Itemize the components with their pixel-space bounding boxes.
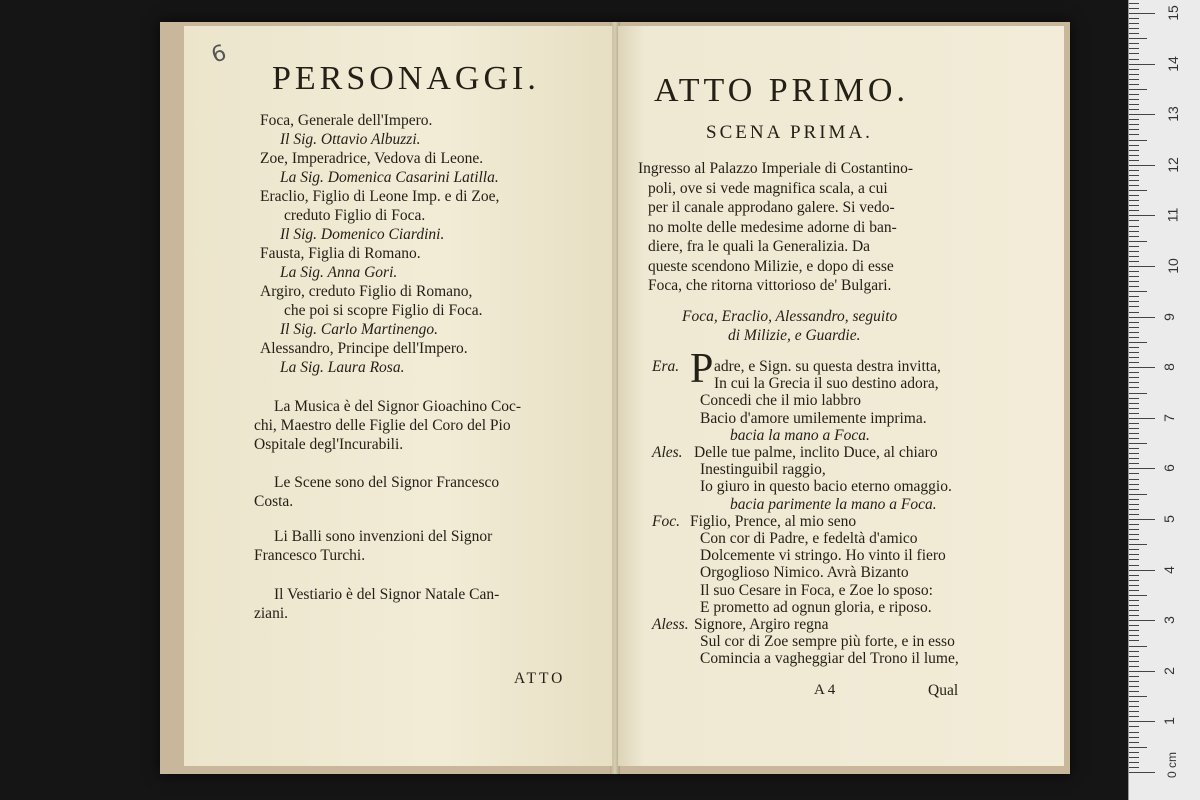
ruler-number: 6 bbox=[1160, 464, 1177, 473]
ruler-tick bbox=[1129, 165, 1155, 166]
ruler-tick bbox=[1129, 342, 1147, 343]
cast-role: creduto Figlio di Foca. bbox=[284, 207, 426, 224]
ruler-tick bbox=[1129, 747, 1147, 748]
ruler-tick bbox=[1129, 585, 1139, 586]
ruler-tick bbox=[1129, 504, 1139, 505]
credit-line: ziani. bbox=[254, 605, 288, 622]
ruler-tick bbox=[1129, 640, 1139, 641]
ruler-tick bbox=[1129, 484, 1139, 485]
cast-role: che poi si scopre Figlio di Foca. bbox=[284, 302, 483, 319]
ruler-tick bbox=[1129, 296, 1139, 297]
ruler-tick bbox=[1129, 716, 1139, 717]
cast-actor: La Sig. Domenica Casarini Latilla. bbox=[280, 169, 499, 186]
ruler-tick bbox=[1129, 377, 1139, 378]
ruler-tick bbox=[1129, 33, 1139, 34]
ruler-tick bbox=[1129, 337, 1139, 338]
cast-role: Fausta, Figlia di Romano. bbox=[260, 245, 421, 262]
ruler-tick bbox=[1129, 281, 1139, 282]
ruler-tick bbox=[1129, 479, 1139, 480]
ruler-tick bbox=[1129, 772, 1155, 773]
ruler-number: 1 bbox=[1160, 717, 1177, 726]
ruler-tick bbox=[1129, 554, 1139, 555]
setting-line: no molte delle medesime adorne di ban- bbox=[648, 218, 897, 236]
ruler-number: 14 bbox=[1164, 55, 1181, 72]
ruler-tick bbox=[1129, 549, 1139, 550]
ruler-tick bbox=[1129, 190, 1147, 191]
ruler-tick bbox=[1129, 43, 1139, 44]
ruler-tick bbox=[1129, 458, 1139, 459]
ruler-tick bbox=[1129, 306, 1139, 307]
ruler-tick bbox=[1129, 48, 1139, 49]
ruler-tick bbox=[1129, 261, 1139, 262]
speaker: Ales. bbox=[652, 444, 683, 461]
ruler-unit: 0 cm bbox=[1165, 751, 1180, 779]
ruler-tick bbox=[1129, 398, 1139, 399]
ruler-tick bbox=[1129, 332, 1139, 333]
credit-line: Ospitale degl'Incurabili. bbox=[254, 436, 404, 453]
ruler-tick bbox=[1129, 357, 1139, 358]
ruler-tick bbox=[1129, 387, 1139, 388]
credit-line: Il Vestiario è del Signor Natale Can- bbox=[274, 586, 500, 603]
stage-direction: bacia la mano a Foca. bbox=[730, 426, 870, 444]
ruler-tick bbox=[1129, 423, 1139, 424]
ruler-tick bbox=[1129, 418, 1155, 419]
ruler-tick bbox=[1129, 453, 1139, 454]
setting-line: diere, fra le quali la Generalizia. Da bbox=[648, 238, 871, 255]
ruler-tick bbox=[1129, 600, 1139, 601]
ruler-tick bbox=[1129, 69, 1139, 70]
credit-line: La Musica è del Signor Gioachino Coc- bbox=[274, 398, 522, 415]
ruler-tick bbox=[1129, 109, 1139, 110]
verse-line: Figlio, Prence, al mio seno bbox=[690, 512, 857, 530]
ruler-tick bbox=[1129, 428, 1139, 429]
verse-line: Bacio d'amore umilemente imprima. bbox=[700, 409, 927, 427]
ruler-tick bbox=[1129, 271, 1139, 272]
ruler-tick bbox=[1129, 651, 1139, 652]
ruler-tick bbox=[1129, 711, 1139, 712]
ruler-tick bbox=[1129, 605, 1139, 606]
ruler-tick bbox=[1129, 79, 1139, 80]
ruler-number: 3 bbox=[1160, 616, 1177, 625]
ruler-tick bbox=[1129, 661, 1139, 662]
ruler-tick bbox=[1129, 276, 1139, 277]
ruler-number: 10 bbox=[1164, 258, 1181, 274]
cast-role: Zoe, Imperadrice, Vedova di Leone. bbox=[260, 150, 484, 167]
ruler-tick bbox=[1129, 226, 1139, 227]
speaker: Era. bbox=[652, 358, 680, 375]
ruler-tick bbox=[1129, 742, 1139, 743]
ruler-tick bbox=[1129, 413, 1139, 414]
ruler-tick bbox=[1129, 13, 1155, 14]
ruler-tick bbox=[1129, 615, 1139, 616]
ruler-tick bbox=[1129, 610, 1139, 611]
credit-line: chi, Maestro delle Figlie del Coro del Pio bbox=[254, 417, 511, 434]
verse-line: Concedi che il mio labbro bbox=[700, 392, 861, 410]
ruler-number: 11 bbox=[1164, 208, 1181, 223]
ruler-number: 13 bbox=[1164, 106, 1181, 122]
ruler-number: 8 bbox=[1160, 363, 1177, 372]
ruler-tick bbox=[1129, 393, 1147, 394]
ruler-tick bbox=[1129, 635, 1139, 636]
ruler-tick bbox=[1129, 590, 1139, 591]
ruler-tick bbox=[1129, 170, 1139, 171]
ruler-tick bbox=[1129, 155, 1139, 156]
ruler-tick bbox=[1129, 721, 1155, 722]
ruler-number: 7 bbox=[1160, 413, 1177, 422]
ruler-tick bbox=[1129, 266, 1155, 267]
ruler-tick bbox=[1129, 291, 1147, 292]
ruler-tick bbox=[1129, 140, 1147, 141]
ruler-tick bbox=[1129, 28, 1139, 29]
setting-line: poli, ove si vede magnifica scala, a cui bbox=[648, 179, 888, 197]
ruler-tick bbox=[1129, 625, 1139, 626]
ruler-tick bbox=[1129, 145, 1139, 146]
ruler-tick bbox=[1129, 236, 1139, 237]
ruler-tick bbox=[1129, 53, 1139, 54]
ruler-tick bbox=[1129, 185, 1139, 186]
ruler-number: 15 bbox=[1164, 5, 1181, 21]
verse-line: Dolcemente vi stringo. Ho vinto il fiero bbox=[700, 547, 946, 565]
cast-role: Argiro, creduto Figlio di Romano, bbox=[260, 283, 473, 300]
ruler-tick bbox=[1129, 220, 1139, 221]
ruler-tick bbox=[1129, 539, 1139, 540]
ruler-tick bbox=[1129, 656, 1139, 657]
ruler-tick bbox=[1129, 575, 1139, 576]
ruler-tick bbox=[1129, 534, 1139, 535]
ruler-tick bbox=[1129, 463, 1139, 464]
ruler-tick bbox=[1129, 362, 1139, 363]
ruler-tick bbox=[1129, 580, 1139, 581]
ruler-tick bbox=[1129, 256, 1139, 257]
cast-actor: Il Sig. Ottavio Albuzzi. bbox=[280, 131, 421, 148]
ruler-tick bbox=[1129, 114, 1155, 115]
pencil-mark: 6 bbox=[208, 40, 230, 69]
ruler-tick bbox=[1129, 23, 1139, 24]
ruler-tick bbox=[1129, 129, 1139, 130]
ruler-tick bbox=[1129, 686, 1139, 687]
ruler-tick bbox=[1129, 403, 1139, 404]
ruler-number: 12 bbox=[1164, 157, 1181, 173]
ruler-tick bbox=[1129, 489, 1139, 490]
ruler-tick bbox=[1129, 433, 1139, 434]
ruler-tick bbox=[1129, 752, 1139, 753]
speaker: Foc. bbox=[652, 512, 680, 530]
ruler-tick bbox=[1129, 59, 1139, 60]
ruler-tick bbox=[1129, 691, 1139, 692]
ruler-tick bbox=[1129, 317, 1155, 318]
left-page bbox=[184, 26, 613, 766]
ruler-tick bbox=[1129, 544, 1147, 545]
ruler-number: 4 bbox=[1160, 565, 1177, 574]
ruler-tick bbox=[1129, 246, 1139, 247]
ruler-tick bbox=[1129, 18, 1139, 19]
ruler-tick bbox=[1129, 8, 1139, 9]
ruler-tick bbox=[1129, 251, 1139, 252]
ruler-tick bbox=[1129, 38, 1147, 39]
ruler-tick bbox=[1129, 519, 1155, 520]
setting-line: Ingresso al Palazzo Imperiale di Costantino- bbox=[638, 160, 914, 177]
verse-line: Inestinguibil raggio, bbox=[700, 461, 826, 479]
ruler-tick bbox=[1129, 175, 1139, 176]
ruler-tick bbox=[1129, 757, 1139, 758]
ruler-tick bbox=[1129, 468, 1155, 469]
credit-line: Le Scene sono del Signor Francesco bbox=[274, 474, 500, 491]
ruler-tick bbox=[1129, 312, 1139, 313]
ruler-tick bbox=[1129, 124, 1139, 125]
signature-mark: A 4 bbox=[814, 682, 836, 698]
ruler-tick bbox=[1129, 327, 1139, 328]
ruler-tick bbox=[1129, 524, 1139, 525]
ruler-tick bbox=[1129, 671, 1155, 672]
ruler-tick bbox=[1129, 382, 1139, 383]
ruler-tick bbox=[1129, 676, 1139, 677]
verse-line: E prometto ad ognun gloria, e riposo. bbox=[700, 598, 932, 616]
ruler-tick bbox=[1129, 570, 1155, 571]
ruler-tick bbox=[1129, 509, 1139, 510]
ruler-tick bbox=[1129, 160, 1139, 161]
ruler-tick bbox=[1129, 200, 1139, 201]
verse-line: Orgoglioso Nimico. Avrà Bizanto bbox=[700, 564, 909, 582]
verse-line: adre, e Sign. su questa destra invitta, bbox=[714, 358, 941, 375]
ruler-tick bbox=[1129, 595, 1147, 596]
scene-title: SCENA PRIMA. bbox=[706, 122, 873, 143]
verse-line: Con cor di Padre, e fedeltà d'amico bbox=[700, 530, 918, 547]
ruler-tick bbox=[1129, 301, 1139, 302]
ruler-tick bbox=[1129, 99, 1139, 100]
ruler-tick bbox=[1129, 666, 1139, 667]
ruler-number: 2 bbox=[1160, 666, 1177, 675]
ruler-number: 5 bbox=[1160, 515, 1177, 523]
credit-line: Li Balli sono invenzioni del Signor bbox=[274, 528, 493, 545]
ruler-tick bbox=[1129, 514, 1139, 515]
ruler-number: 9 bbox=[1160, 312, 1177, 321]
scale-ruler bbox=[1128, 0, 1200, 800]
character-line: Foca, Eraclio, Alessandro, seguito bbox=[682, 308, 898, 325]
ruler-tick bbox=[1129, 499, 1139, 500]
ruler-tick bbox=[1129, 215, 1155, 216]
ruler-tick bbox=[1129, 205, 1139, 206]
ruler-tick bbox=[1129, 134, 1139, 135]
ruler-tick bbox=[1129, 84, 1139, 85]
ruler-tick bbox=[1129, 767, 1139, 768]
verse-line: Comincia a vagheggiar del Trono il lume, bbox=[700, 650, 959, 668]
ruler-tick bbox=[1129, 286, 1139, 287]
ruler-tick bbox=[1129, 119, 1139, 120]
credit-line: Francesco Turchi. bbox=[254, 547, 366, 564]
ruler-tick bbox=[1129, 681, 1139, 682]
ruler-tick bbox=[1129, 347, 1139, 348]
verse-line: Io giuro in questo bacio eterno omaggio. bbox=[700, 478, 952, 496]
ruler-tick bbox=[1129, 737, 1139, 738]
cast-role: Foca, Generale dell'Impero. bbox=[260, 112, 433, 129]
ruler-tick bbox=[1129, 89, 1147, 90]
act-title: ATTO PRIMO. bbox=[654, 72, 909, 109]
cast-role: Alessandro, Principe dell'Impero. bbox=[260, 340, 468, 357]
drop-capital: P bbox=[690, 346, 714, 392]
ruler-tick bbox=[1129, 443, 1147, 444]
setting-line: per il canale approdano galere. Si vedo- bbox=[648, 199, 895, 216]
ruler-tick bbox=[1129, 408, 1139, 409]
ruler-tick bbox=[1129, 438, 1139, 439]
book-binding bbox=[160, 22, 1070, 774]
catchword: ATTO bbox=[514, 670, 566, 687]
ruler-tick bbox=[1129, 696, 1147, 697]
ruler-tick bbox=[1129, 322, 1139, 323]
character-line: di Milizie, e Guardie. bbox=[728, 327, 861, 344]
cast-actor: La Sig. Laura Rosa. bbox=[280, 359, 405, 376]
ruler-tick bbox=[1129, 241, 1147, 242]
ruler-tick bbox=[1129, 150, 1139, 151]
page-title: PERSONAGGI. bbox=[272, 60, 540, 97]
cast-actor: Il Sig. Carlo Martinengo. bbox=[280, 321, 439, 338]
verse-line: Delle tue palme, inclito Duce, al chiaro bbox=[694, 444, 938, 461]
ruler-tick bbox=[1129, 473, 1139, 474]
ruler-tick bbox=[1129, 646, 1147, 647]
cast-actor: Il Sig. Domenico Ciardini. bbox=[280, 226, 445, 243]
ruler-tick bbox=[1129, 762, 1139, 763]
ruler-tick bbox=[1129, 94, 1139, 95]
ruler-tick bbox=[1129, 372, 1139, 373]
ruler-tick bbox=[1129, 706, 1139, 707]
verse-line: In cui la Grecia il suo destino adora, bbox=[714, 375, 939, 393]
ruler-tick bbox=[1129, 732, 1139, 733]
ruler-tick bbox=[1129, 701, 1139, 702]
ruler-tick bbox=[1129, 620, 1155, 621]
catchword: Qual bbox=[928, 682, 959, 699]
ruler-tick bbox=[1129, 630, 1139, 631]
ruler-tick bbox=[1129, 559, 1139, 560]
credit-line: Costa. bbox=[254, 493, 294, 510]
ruler-tick bbox=[1129, 64, 1155, 65]
setting-line: Foca, che ritorna vittorioso de' Bulgari. bbox=[648, 277, 892, 294]
ruler-tick bbox=[1129, 3, 1139, 4]
ruler-tick bbox=[1129, 367, 1155, 368]
ruler-tick bbox=[1129, 494, 1147, 495]
ruler-tick bbox=[1129, 726, 1139, 727]
setting-line: queste scendono Milizie, e dopo di esse bbox=[648, 257, 894, 275]
ruler-tick bbox=[1129, 210, 1139, 211]
ruler-tick bbox=[1129, 448, 1139, 449]
verse-line: Signore, Argiro regna bbox=[694, 616, 829, 633]
ruler-tick bbox=[1129, 231, 1139, 232]
cast-actor: La Sig. Anna Gori. bbox=[280, 264, 398, 281]
ruler-tick bbox=[1129, 565, 1139, 566]
stage-direction: bacia parimente la mano a Foca. bbox=[730, 495, 937, 513]
verse-line: Sul cor di Zoe sempre più forte, e in esso bbox=[700, 633, 955, 651]
cast-role: Eraclio, Figlio di Leone Imp. e di Zoe, bbox=[260, 188, 500, 205]
ruler-tick bbox=[1129, 180, 1139, 181]
ruler-tick bbox=[1129, 195, 1139, 196]
ruler-tick bbox=[1129, 352, 1139, 353]
right-page bbox=[618, 26, 1064, 766]
ruler-tick bbox=[1129, 529, 1139, 530]
verse-line: Il suo Cesare in Foca, e Zoe lo sposo: bbox=[700, 581, 933, 599]
ruler-tick bbox=[1129, 104, 1139, 105]
ruler-tick bbox=[1129, 74, 1139, 75]
speaker: Aless. bbox=[652, 616, 689, 633]
